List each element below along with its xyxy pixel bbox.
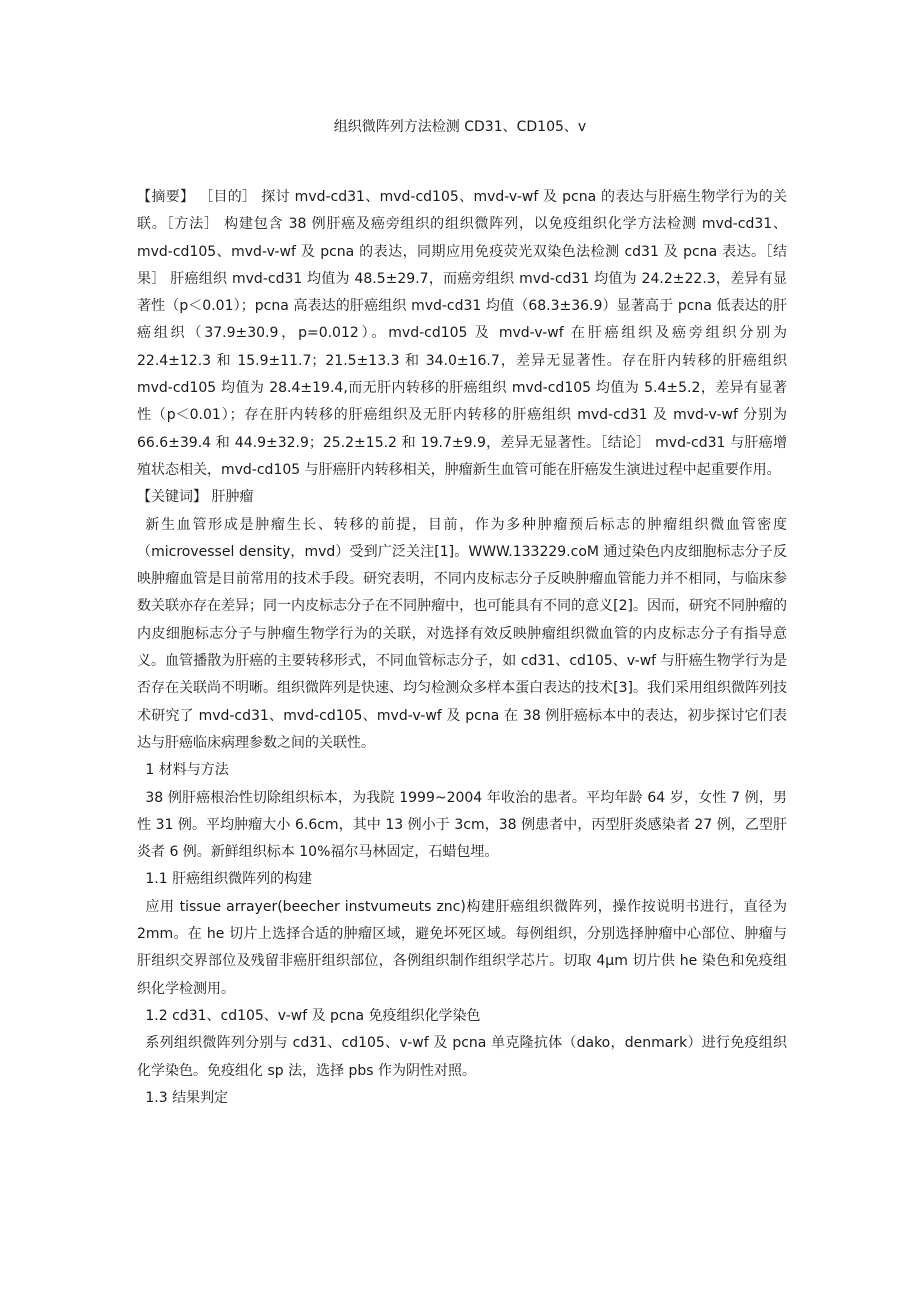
- document-title: 组织微阵列方法检测 CD31、CD105、v: [333, 119, 587, 135]
- document-body: [137, 184, 787, 1112]
- section-1-3-heading: 1.3 结果判定: [145, 1089, 229, 1106]
- section-1-2-heading: 1.2 cd31、cd105、v-wf 及 pcna 免疫组织化学染色: [145, 1007, 481, 1024]
- section-1-2-paragraph: 系列组织微阵列分别与 cd31、cd105、v-wf 及 pcna 单克隆抗体（dako，denmark）进行免疫组织化学染色。免疫组化 sp 法，选择 pbs 作为阴性对照。: [137, 1035, 787, 1079]
- section-1-heading: 1 材料与方法: [145, 762, 229, 779]
- abstract-paragraph: 【摘要】 ［目的］ 探讨 mvd-cd31、mvd-cd105、mvd-v-wf 及 pcna 的表达与肝癌生物学行为的关联。［方法］ 构建包含 38 例肝癌及癌旁组织的组织微阵列，以免疫组织化学方法检测 mvd-cd31、mvd-cd105、mvd-v-wf 及 pcna 的表达，同期应用免疫荧光双染色法检测 cd31 及 pcna 表达。［结果］ 肝癌组织 mvd-cd31 均值为 48.5±29.7，而癌旁组织 mvd-cd31 均值为 24.2±22.3，差异有显著性（p＜0.01）；pcna 高表达的肝癌组织 mvd-cd31 均值（68.3±36.9）显著高于 pcna 低表达的肝癌组织（37.9±30.9，p=0.012）。mvd-cd105 及 mvd-v-wf 在肝癌组织及癌旁组织分别为 22.4±12.3 和 15.9±11.7；21.5±13.3 和 34.0±16.7，差异无显著性。存在肝内转移的肝癌组织 mvd-cd105 均值为 28.4±19.4,而无肝内转移的肝癌组织 mvd-cd105 均值为 5.4±5.2，差异有显著性（p＜0.01）；存在肝内转移的肝癌组织及无肝内转移的肝癌组织 mvd-cd31 及 mvd-v-wf 分别为 66.6±39.4 和 44.9±32.9；25.2±15.2 和 19.7±9.9，差异无显著性。［结论］ mvd-cd31 与肝癌增殖状态相关，mvd-cd105 与肝癌肝内转移相关，肿瘤新生血管可能在肝癌发生演进过程中起重要作用。: [137, 189, 787, 478]
- section-1-paragraph: 38 例肝癌根治性切除组织标本，为我院 1999~2004 年收治的患者。平均年龄 64 岁，女性 7 例，男性 31 例。平均肿瘤大小 6.6cm，其中 13 例小于 3cm，38 例患者中，丙型肝炎感染者 27 例，乙型肝炎者 6 例。新鲜组织标本 10%福尔马林固定，石蜡包埋。: [137, 789, 787, 861]
- keywords-line: 【关键词】 肝肿瘤: [137, 489, 254, 506]
- section-1-1-paragraph: 应用 tissue arrayer(beecher instvumeuts znc)构建肝癌组织微阵列，操作按说明书进行，直径为 2mm。在 he 切片上选择合适的肿瘤区域，避免坏死区域。每例组织，分别选择肿瘤中心部位、肿瘤与肝组织交界部位及残留非癌肝组织部位，各例组织制作组织学芯片。切取 4μm 切片供 he 染色和免疫组织化学检测用。: [137, 898, 787, 997]
- intro-paragraph: 新生血管形成是肿瘤生长、转移的前提，目前，作为多种肿瘤预后标志的肿瘤组织微血管密度（microvessel density，mvd）受到广泛关注[1]。WWW.133229.coM 通过染色内皮细胞标志分子反映肿瘤血管是目前常用的技术手段。研究表明，不同内皮标志分子反映肿瘤血管能力并不相同，与临床参数关联亦存在差异；同一内皮标志分子在不同肿瘤中，也可能具有不同的意义[2]。因而，研究不同肿瘤的内皮细胞标志分子与肿瘤生物学行为的关联，对选择有效反映肿瘤组织微血管的内皮标志分子有指导意义。血管播散为肝癌的主要转移形式，不同血管标志分子，如 cd31、cd105、v-wf 与肝癌生物学行为是否存在关联尚不明晰。组织微阵列是快速、均匀检测众多样本蛋白表达的技术[3]。我们采用组织微阵列技术研究了 mvd-cd31、mvd-cd105、mvd-v-wf 及 pcna 在 38 例肝癌标本中的表达，初步探讨它们表达与肝癌临床病理参数之间的关联性。: [137, 516, 787, 751]
- section-1-1-heading: 1.1 肝癌组织微阵列的构建: [145, 871, 313, 888]
